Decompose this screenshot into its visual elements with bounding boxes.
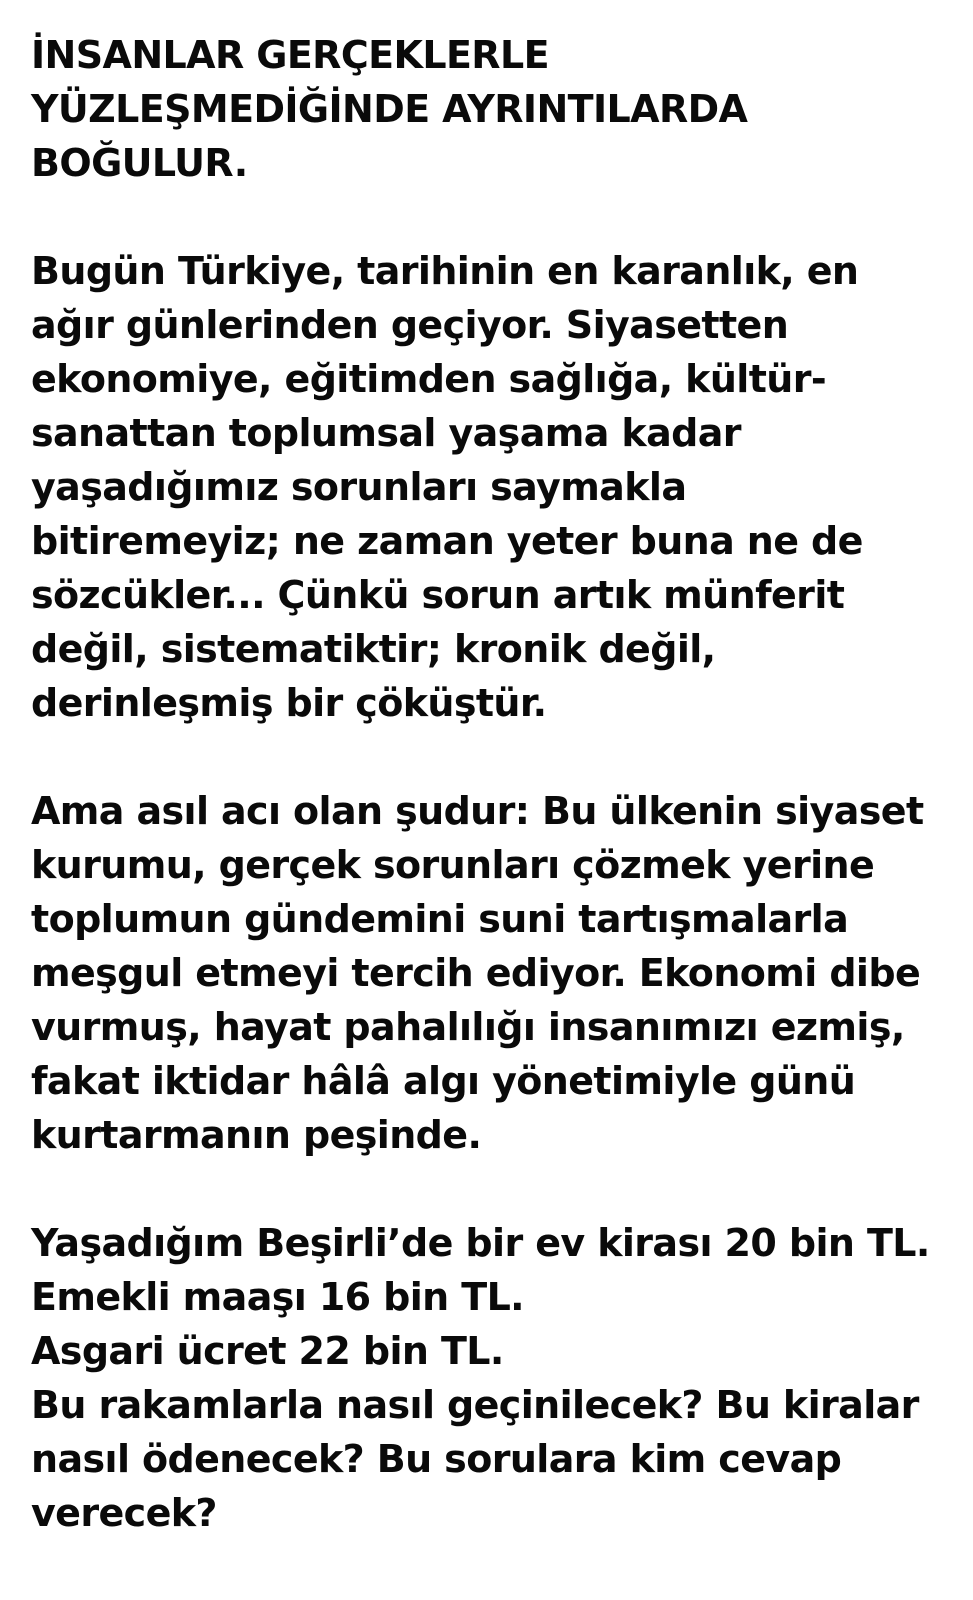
paragraph-1 <box>31 244 961 730</box>
paragraph-line: derinleşmiş bir çöküştür. <box>31 681 547 725</box>
paragraph-line: ekonomiye, eğitimden sağlığa, kültür- <box>31 357 827 401</box>
paragraph-line: bitiremeyiz; ne zaman yeter buna ne de <box>31 519 863 563</box>
note-title <box>31 28 961 190</box>
title-line: BOĞULUR. <box>31 141 248 185</box>
paragraph-line: nasıl ödenecek? Bu sorulara kim cevap <box>31 1437 842 1481</box>
title-line: İNSANLAR GERÇEKLERLE <box>31 33 549 77</box>
paragraph-line: sanattan toplumsal yaşama kadar <box>31 411 741 455</box>
paragraph-line: yaşadığımız sorunları saymakla <box>31 465 687 509</box>
paragraph-line: kurtarmanın peşinde. <box>31 1113 482 1157</box>
paragraph-2 <box>31 784 961 1162</box>
paragraph-line: Asgari ücret 22 bin TL. <box>31 1329 504 1373</box>
paragraph-line: fakat iktidar hâlâ algı yönetimiyle günü <box>31 1059 856 1103</box>
paragraph-line: verecek? <box>31 1491 217 1535</box>
note-body <box>31 28 961 1540</box>
paragraph-line: kurumu, gerçek sorunları çözmek yerine <box>31 843 875 887</box>
paragraph-line: Emekli maaşı 16 bin TL. <box>31 1275 525 1319</box>
paragraph-line: değil, sistematiktir; kronik değil, <box>31 627 716 671</box>
paragraph-line: toplumun gündemini suni tartışmalarla <box>31 897 849 941</box>
paragraph-spacer <box>31 1162 961 1216</box>
title-line: YÜZLEŞMEDİĞİNDE AYRINTILARDA <box>31 87 748 131</box>
paragraph-line: Ama asıl acı olan şudur: Bu ülkenin siyaset <box>31 789 924 833</box>
paragraph-spacer <box>31 190 961 244</box>
paragraph-line: sözcükler... Çünkü sorun artık münferit <box>31 573 845 617</box>
paragraph-line: meşgul etmeyi tercih ediyor. Ekonomi dibe <box>31 951 921 995</box>
paragraph-line: Yaşadığım Beşirli’de bir ev kirası 20 bin TL. <box>31 1221 930 1265</box>
paragraph-spacer <box>31 730 961 784</box>
paragraph-3 <box>31 1216 961 1540</box>
paragraph-line: Bugün Türkiye, tarihinin en karanlık, en <box>31 249 859 293</box>
paragraph-line: vurmuş, hayat pahalılığı insanımızı ezmiş, <box>31 1005 905 1049</box>
paragraph-line: ağır günlerinden geçiyor. Siyasetten <box>31 303 789 347</box>
paragraph-line: Bu rakamlarla nasıl geçinilecek? Bu kiralar <box>31 1383 919 1427</box>
